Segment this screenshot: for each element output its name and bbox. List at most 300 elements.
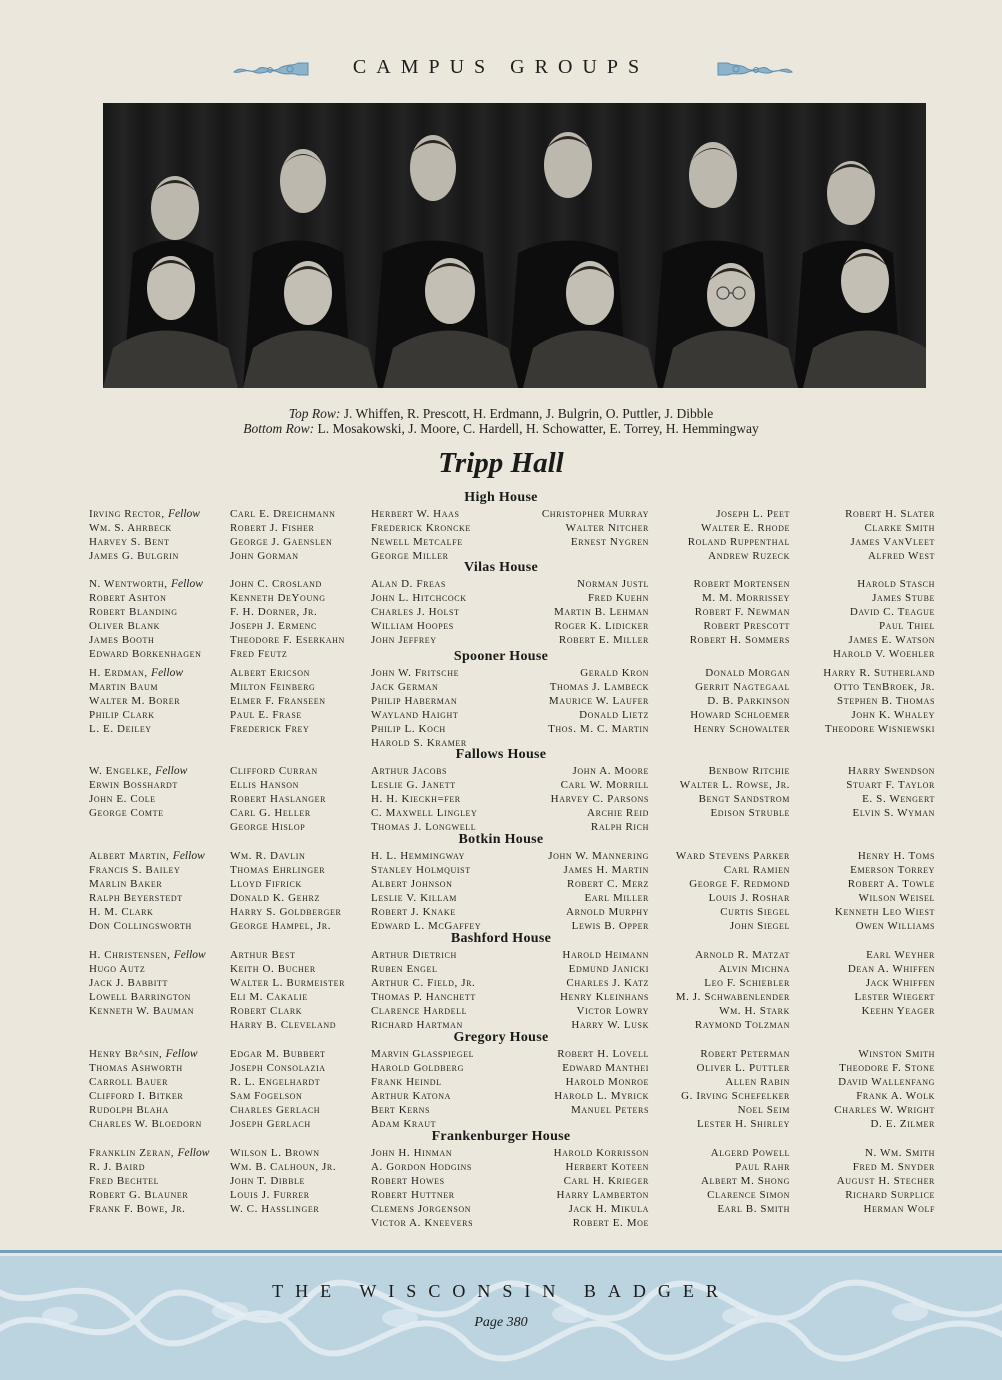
member-name: Clarence Hardell [371, 1005, 468, 1018]
member-name: Thomas J. Longwell [371, 821, 477, 834]
house-column [554, 577, 649, 647]
member-name: Clifford I. Bitker [89, 1090, 184, 1103]
member-name: Wm. B. Calhoun, Jr. [230, 1161, 337, 1174]
house-column [371, 849, 481, 934]
member-name: Fred M. Snyder [852, 1161, 935, 1174]
house-heading: High House [464, 490, 538, 505]
member-name: Don Collingsworth [89, 920, 192, 933]
member-name: Christopher Murray [541, 508, 649, 520]
member-name: Leo F. Schiebler [704, 977, 790, 990]
house-column [230, 1047, 326, 1132]
member-name: Robert H. Slater [845, 508, 935, 520]
member-name: James E. Watson [848, 634, 935, 647]
member-name: Winston Smith [858, 1048, 935, 1060]
member-name: Ward Stevens Parker [675, 850, 790, 862]
house-column [681, 1047, 790, 1132]
member-name: Theodore F. Eserkahn [230, 634, 345, 647]
member-name: Edward L. McGaffey [371, 920, 482, 933]
member-name: Thomas Ashworth [89, 1062, 183, 1075]
member-name: Oliver Blank [89, 620, 161, 633]
house-column [690, 666, 790, 736]
member-name: Stanley Holmquist [371, 864, 471, 877]
member-name: Dean A. Whiffen [847, 963, 935, 976]
house-column [834, 1047, 935, 1132]
member-name: Paul Rahr [735, 1161, 790, 1174]
member-name: Albert M. Shong [700, 1175, 790, 1188]
member-name: Franklin Zeran, Fellow [89, 1147, 210, 1159]
member-name: Arthur Dietrich [371, 949, 457, 961]
member-name: Kenneth W. Bauman [89, 1005, 195, 1018]
member-name: John T. Dibble [230, 1175, 306, 1188]
member-name: Thos. M. C. Martin [548, 723, 649, 736]
member-name: Ellis Hanson [230, 779, 300, 792]
member-name: Robert Peterman [700, 1048, 790, 1060]
house-column [680, 764, 790, 820]
member-name: Ralph Rich [590, 821, 649, 834]
member-name: Wm. S. Ahrbeck [89, 522, 172, 535]
house-column [89, 666, 183, 736]
member-name: Harry S. Goldberger [230, 906, 342, 919]
member-name: Robert Huttner [371, 1189, 455, 1202]
member-name: Benbow Ritchie [708, 765, 790, 777]
member-name: Wilson Weisel [858, 892, 935, 905]
member-name: Gerrit Nagtegaal [695, 681, 790, 694]
member-name: Ernest Nygren [570, 536, 649, 549]
member-name: E. S. Wengert [862, 793, 935, 806]
member-name: Owen Williams [855, 920, 935, 933]
house-heading: Gregory House [453, 1030, 549, 1045]
member-name: Wm. R. Davlin [230, 850, 306, 862]
member-name: Philip Haberman [371, 695, 458, 708]
member-name: Charles J. Katz [566, 977, 649, 990]
house-column [688, 507, 790, 563]
member-name: A. Gordon Hodgins [371, 1161, 472, 1174]
member-name: Theodore F. Stone [839, 1062, 935, 1075]
member-name: Herbert Koteen [565, 1161, 649, 1174]
member-name: David C. Teague [849, 606, 935, 619]
member-name: James Stube [872, 592, 935, 605]
member-name: Archie Reid [587, 807, 649, 820]
member-name: Robert H. Sommers [689, 634, 790, 647]
member-name: Stuart F. Taylor [846, 779, 935, 792]
member-name: N. Wentworth, Fellow [89, 578, 203, 590]
member-name: Donald Morgan [705, 667, 790, 679]
member-name: M. M. Morrissey [701, 592, 790, 605]
member-name: H. Erdman, Fellow [89, 667, 183, 679]
member-name: Irving Rector, Fellow [89, 508, 200, 520]
house-column [371, 948, 476, 1033]
member-name: H. M. Clark [89, 906, 154, 919]
member-name: David Wallenfang [838, 1076, 935, 1089]
member-name: Hugo Autz [89, 963, 146, 976]
member-name: Joseph J. Ermenc [230, 620, 317, 633]
member-name: Frank A. Wolk [856, 1090, 935, 1103]
house-heading: Frankenburger House [431, 1129, 571, 1144]
member-name: Edmund Janicki [568, 963, 649, 976]
member-name: Keith O. Bucher [230, 963, 316, 976]
member-name: Fred Kuehn [587, 592, 649, 605]
member-name: John A. Moore [572, 765, 649, 777]
member-name: Harold Goldberg [371, 1062, 464, 1075]
member-name: Otto TenBroek, Jr. [833, 681, 935, 694]
member-name: H. H. Kieckh=fer [371, 793, 461, 806]
caption-label-top: Top Row: [288, 406, 341, 421]
member-name: Martin B. Lehman [554, 606, 649, 619]
member-name: Leslie V. Killam [371, 892, 457, 905]
member-name: George Hampel, Jr. [230, 920, 332, 933]
house-heading: Spooner House [453, 649, 549, 664]
member-name: Elmer F. Franseen [230, 695, 326, 708]
house-column [89, 764, 187, 820]
member-name: Herman Wolf [863, 1203, 935, 1216]
member-name: Joseph Gerlach [230, 1118, 311, 1131]
member-name: N. Wm. Smith [865, 1147, 935, 1159]
group-photo-illustration [103, 103, 926, 388]
member-name: Walter E. Rhode [701, 522, 790, 535]
member-name: Joseph L. Peet [716, 508, 790, 520]
house-column [371, 507, 471, 563]
house-column [371, 666, 467, 751]
member-name: Harry R. Sutherland [823, 667, 935, 679]
house-heading: Vilas House [464, 560, 538, 575]
member-name: Henry Kleinhans [560, 991, 649, 1004]
member-name: Walter M. Borer [89, 695, 181, 708]
member-name: Howard Schloemer [690, 709, 790, 722]
member-name: Maurice W. Laufer [548, 695, 649, 708]
house-column [676, 948, 790, 1033]
member-name: Victor A. Kneevers [371, 1217, 474, 1230]
member-name: D. E. Zilmer [870, 1118, 935, 1131]
member-name: Harry Lamberton [556, 1189, 649, 1202]
member-name: H. L. Hemmingway [371, 850, 466, 862]
member-name: Earl Miller [584, 892, 649, 905]
member-name: R. J. Baird [89, 1161, 146, 1174]
member-name: Bert Kerns [371, 1104, 431, 1117]
house-column [848, 948, 935, 1018]
member-name: Robert J. Knake [371, 906, 456, 919]
member-name: Frank Heindl [371, 1076, 442, 1089]
member-name: Roger K. Lidicker [554, 620, 649, 633]
footer-rule [0, 1250, 1002, 1253]
member-name: Rudolph Blaha [89, 1104, 169, 1117]
member-name: Carl G. Heller [230, 807, 311, 820]
member-name: Erwin Bosshardt [89, 779, 178, 792]
member-name: Robert Mortensen [693, 578, 790, 590]
member-name: Lowell Barrington [89, 991, 191, 1004]
house-column [89, 1047, 202, 1132]
member-name: Algerd Powell [710, 1147, 790, 1159]
member-name: Donald Lietz [579, 709, 649, 722]
member-name: Noel Seim [737, 1104, 790, 1117]
member-name: Harry B. Cleveland [230, 1019, 337, 1032]
member-name: Manuel Peters [571, 1104, 649, 1117]
house-column [542, 507, 649, 549]
member-name: Emerson Torrey [850, 864, 935, 877]
member-name: Clarence Simon [707, 1189, 790, 1202]
house-column [837, 1146, 935, 1216]
member-name: Herbert W. Haas [371, 508, 460, 520]
caption-names-top: J. Whiffen, R. Prescott, H. Erdmann, J. Bulgrin, O. Puttler, J. Dibble [343, 406, 714, 421]
member-name: Paul Thiel [878, 620, 935, 633]
member-name: Harold S. Kramer [371, 737, 467, 750]
member-name: Fred Feutz [230, 648, 288, 661]
member-name: Earl B. Smith [717, 1203, 790, 1216]
house-column [845, 507, 935, 563]
member-name: Adam Kraut [371, 1118, 437, 1131]
member-name: Jack German [371, 681, 439, 694]
member-name: Robert Prescott [703, 620, 790, 633]
member-name: Charles Gerlach [230, 1104, 321, 1117]
member-name: Arthur C. Field, Jr. [371, 977, 476, 990]
member-name: Jack J. Babbitt [89, 977, 168, 990]
member-name: Milton Feinberg [230, 681, 316, 694]
house-column [560, 948, 649, 1033]
member-name: Carl H. Krieger [563, 1175, 649, 1188]
scroll-ornament-left-icon [232, 60, 310, 78]
house-column [89, 849, 205, 934]
member-name: Harold L. Myrick [554, 1090, 649, 1103]
member-name: George Miller [371, 550, 449, 563]
member-name: Allen Rabin [725, 1076, 790, 1089]
house-column [548, 666, 649, 736]
member-name: Philip L. Koch [371, 723, 446, 736]
member-name: Marlin Baker [89, 878, 163, 891]
member-name: Earl Weyher [866, 949, 935, 961]
house-column [835, 849, 935, 934]
page-header [0, 56, 1002, 86]
member-name: Robert Howes [371, 1175, 445, 1188]
member-name: Eli M. Cakalie [230, 991, 308, 1004]
member-name: Francis S. Bailey [89, 864, 181, 877]
member-name: Raymond Tolzman [694, 1019, 790, 1032]
member-name: Carl Ramien [723, 864, 790, 877]
footer-title: THE WISCONSIN BADGER [272, 1281, 730, 1301]
member-name: Alan D. Freas [371, 578, 446, 590]
member-name: Arthur Jacobs [371, 765, 448, 777]
house-column [551, 764, 649, 834]
member-name: John Siegel [729, 920, 790, 933]
member-name: John K. Whaley [851, 709, 935, 722]
member-name: Harold Heimann [562, 949, 649, 961]
member-name: Curtis Siegel [720, 906, 790, 919]
member-name: Edward Manthei [562, 1062, 649, 1075]
member-name: R. L. Engelhardt [230, 1076, 321, 1089]
member-name: Donald K. Gehrz [230, 892, 320, 905]
member-name: Frederick Kroncke [371, 522, 471, 535]
member-name: Charles J. Holst [371, 606, 460, 619]
photo-caption-bottom-row [0, 421, 1002, 437]
member-name: Robert F. Newman [694, 606, 790, 619]
member-name: Clarke Smith [864, 522, 935, 535]
member-name: James VanVleet [850, 536, 935, 549]
member-name: Robert Haslanger [230, 793, 327, 806]
member-name: Harvey S. Bent [89, 536, 170, 549]
member-name: Walter L. Burmeister [230, 977, 346, 990]
house-column [371, 577, 467, 647]
member-name: Frederick Frey [230, 723, 310, 736]
member-name: August H. Stecher [836, 1175, 935, 1188]
house-column [371, 1146, 473, 1231]
member-name: Frank F. Bowe, Jr. [89, 1203, 186, 1216]
member-name: Sam Fogelson [230, 1090, 303, 1103]
house-column [230, 507, 336, 563]
member-name: Carroll Bauer [89, 1076, 169, 1089]
member-name: Lewis B. Opper [571, 920, 649, 933]
member-name: D. B. Parkinson [707, 695, 790, 708]
caption-label-bottom: Bottom Row: [243, 421, 315, 436]
member-name: Alfred West [867, 550, 935, 563]
house-column [846, 764, 935, 820]
member-name: Richard Surplice [845, 1189, 935, 1202]
house-column [230, 1146, 336, 1216]
member-name: Ralph Beyerstedt [89, 892, 183, 905]
house-column [89, 948, 206, 1018]
member-name: Andrew Ruzeck [708, 550, 790, 563]
member-name: Carl E. Dreichmann [230, 508, 336, 520]
member-name: Paul E. Frase [230, 709, 302, 722]
group-photo [103, 103, 926, 388]
member-name: Bengt Sandstrom [698, 793, 790, 806]
member-name: Albert Johnson [371, 878, 453, 891]
member-name: Edward Borkenhagen [89, 648, 202, 661]
member-name: Wm. H. Stark [719, 1005, 790, 1018]
member-name: Arthur Katona [371, 1090, 452, 1103]
member-name: Thomas P. Hanchett [371, 991, 476, 1004]
member-name: Elvin S. Wyman [852, 807, 935, 820]
member-name: C. Maxwell Lingley [371, 807, 478, 820]
hall-title: Tripp Hall [438, 447, 564, 479]
member-name: Lester Wiegert [854, 991, 935, 1004]
member-name: Oliver L. Puttler [696, 1062, 790, 1075]
house-column [554, 1047, 649, 1117]
page-number: Page 380 [474, 1315, 528, 1330]
member-name: Thomas Ehrlinger [230, 864, 326, 877]
member-name: Kenneth DeYoung [230, 592, 326, 605]
member-name: John Jeffrey [371, 634, 437, 647]
member-name: Robert G. Blauner [89, 1189, 189, 1202]
house-column [230, 764, 326, 834]
member-name: Charles W. Wright [834, 1104, 935, 1117]
member-name: G. Irving Schefelker [681, 1090, 790, 1103]
member-name: Clifford Curran [230, 765, 318, 777]
house-column [89, 1146, 209, 1216]
member-name: Harry Swendson [848, 765, 935, 777]
member-name: Robert Clark [230, 1005, 303, 1018]
member-name: Arthur Best [230, 949, 296, 961]
member-name: Harry W. Lusk [571, 1019, 649, 1032]
house-column [230, 849, 341, 934]
member-name: Henry H. Toms [857, 850, 935, 862]
member-name: John W. Mannering [548, 850, 649, 862]
house-column [371, 1047, 474, 1132]
member-name: Louis J. Furrer [230, 1189, 310, 1202]
member-name: Gerald Kron [580, 667, 649, 679]
member-name: John H. Hinman [371, 1147, 453, 1159]
member-name: Robert C. Merz [567, 878, 649, 891]
house-column [230, 948, 345, 1033]
house-column [371, 764, 477, 834]
member-name: M. J. Schwabenlender [675, 991, 790, 1004]
house-column [230, 666, 326, 736]
member-name: Lester H. Shirley [696, 1118, 790, 1131]
house-column [89, 507, 200, 563]
member-name: George Comte [89, 807, 164, 820]
member-name: George J. Gaenslen [230, 536, 333, 549]
house-column [548, 849, 649, 934]
member-name: L. E. Deiley [89, 723, 152, 736]
member-name: George F. Redmond [689, 878, 790, 891]
member-name: Walter Nitcher [565, 522, 649, 535]
member-name: Henry Br^sin, Fellow [89, 1048, 198, 1060]
member-name: John Gorman [230, 550, 299, 563]
caption-names-bottom: L. Mosakowski, J. Moore, C. Hardell, H. Schowatter, E. Torrey, H. Hemmingway [317, 421, 759, 436]
member-name: John W. Fritsche [371, 667, 460, 679]
house-column [690, 577, 790, 647]
member-name: Stephen B. Thomas [837, 695, 935, 708]
member-name: Robert E. Moe [572, 1217, 649, 1230]
member-name: Arnold R. Matzat [695, 949, 790, 961]
house-column [823, 666, 935, 736]
member-name: Harvey C. Parsons [550, 793, 649, 806]
member-name: Philip Clark [89, 709, 155, 722]
member-name: Edison Struble [710, 807, 790, 820]
member-name: Keehn Yeager [861, 1005, 935, 1018]
member-name: Harold Stasch [857, 578, 935, 590]
house-heading: Botkin House [458, 832, 544, 847]
member-name: James G. Bulgrin [89, 550, 179, 563]
member-name: Wilson L. Brown [230, 1147, 320, 1159]
member-name: W. C. Hasslinger [230, 1203, 320, 1216]
house-column [554, 1146, 649, 1231]
scroll-ornament-right-icon [716, 60, 794, 78]
member-name: Robert Blanding [89, 606, 178, 619]
house-column [676, 849, 790, 934]
member-name: Norman Justl [577, 578, 649, 590]
member-name: Walter L. Rowse, Jr. [679, 779, 790, 792]
member-name: Fred Bechtel [89, 1175, 160, 1188]
member-name: James Booth [89, 634, 155, 647]
member-name: Robert H. Lovell [557, 1048, 649, 1060]
member-name: Marvin Glasspiegel [371, 1048, 475, 1060]
member-name: Clemens Jorgenson [371, 1203, 472, 1216]
page-title: CAMPUS GROUPS [352, 56, 650, 78]
member-name: Robert A. Towle [847, 878, 935, 891]
member-name: Jack H. Mikula [568, 1203, 649, 1216]
member-name: Harold Monroe [565, 1076, 649, 1089]
member-name: Robert E. Miller [558, 634, 649, 647]
member-name: Theodore Wisniewski [824, 723, 935, 736]
member-name: Leslie G. Janett [371, 779, 456, 792]
house-heading: Fallows House [455, 747, 547, 762]
member-name: Lloyd Fifrick [230, 878, 302, 891]
member-name: Newell Metcalfe [371, 536, 463, 549]
member-name: Louis J. Roshar [708, 892, 790, 905]
member-name: Alvin Michna [718, 963, 790, 976]
member-name: Ruben Engel [371, 963, 438, 976]
member-name: Thomas J. Lambeck [549, 681, 649, 694]
member-name: Carl W. Morrill [560, 779, 649, 792]
house-heading: Bashford House [450, 931, 552, 946]
member-name: William Hoopes [371, 620, 454, 633]
member-name: John C. Crosland [230, 578, 322, 590]
member-name: Albert Ericson [230, 667, 311, 679]
member-name: Harold Korrisson [553, 1147, 649, 1159]
member-name: Albert Martin, Fellow [89, 850, 205, 862]
member-name: Victor Lowry [576, 1005, 649, 1018]
member-name: Harold V. Woehler [832, 648, 935, 661]
member-name: F. H. Dorner, Jr. [230, 606, 318, 619]
member-name: John L. Hitchcock [371, 592, 467, 605]
